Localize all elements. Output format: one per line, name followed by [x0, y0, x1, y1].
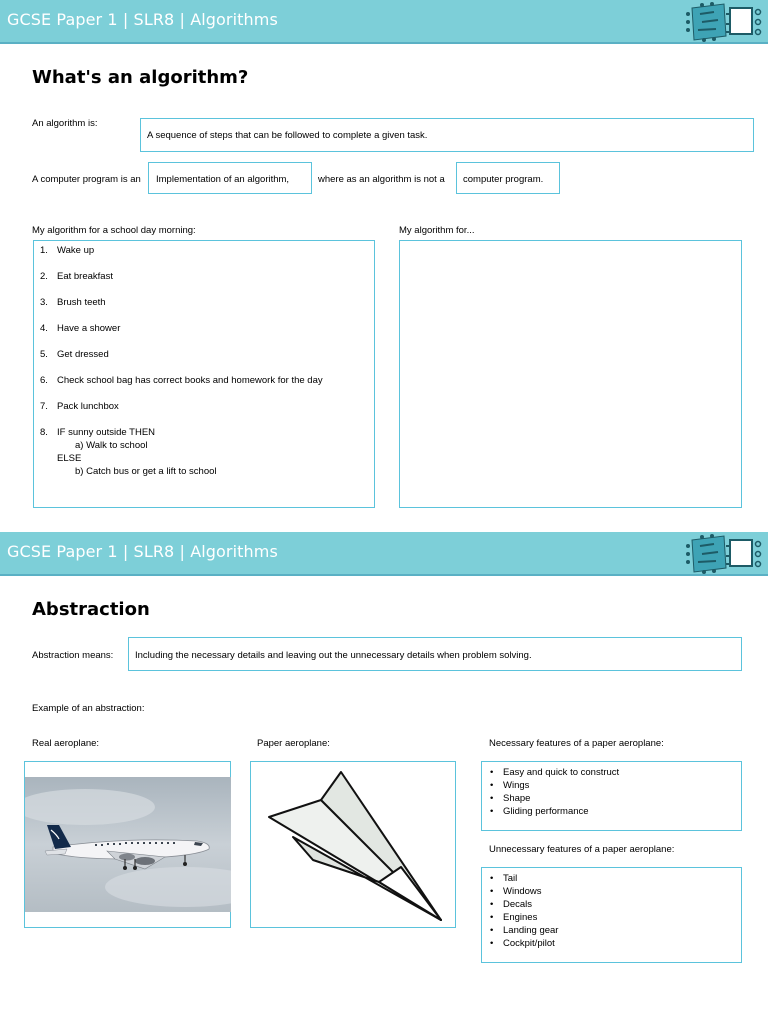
sub-step-b: b) Catch bus or get a lift to school: [75, 466, 217, 477]
list-item: 3. Brush teeth: [40, 297, 106, 308]
real-aeroplane-label: Real aeroplane:: [32, 738, 100, 749]
list-item: 2. Eat breakfast: [40, 271, 113, 282]
abstraction-means-label: Abstraction means:: [32, 650, 114, 661]
list-item: 6. Check school bag has correct books and homework for the day: [40, 375, 323, 386]
list-item: • Windows: [490, 885, 558, 898]
else-text: ELSE: [57, 453, 82, 464]
abstraction-means-answer-box[interactable]: [128, 637, 742, 671]
algorithm-is-answer-box[interactable]: [140, 118, 754, 152]
program-middle-text: where as an algorithm is not a: [318, 174, 445, 185]
list-item: 8. IF sunny outside THEN: [40, 427, 156, 438]
school-algorithm-label: My algorithm for a school day morning:: [32, 225, 196, 236]
banner-title: GCSE Paper 1 | SLR8 | Algorithms: [7, 542, 278, 561]
abstraction-means-answer: Including the necessary details and leaving out the unnecessary details when problem solving.: [135, 650, 532, 661]
list-item: • Shape: [490, 792, 619, 805]
unnecessary-features-label: Unnecessary features of a paper aeroplane:: [489, 844, 675, 855]
banner-title: GCSE Paper 1 | SLR8 | Algorithms: [7, 10, 278, 29]
list-item: • Wings: [490, 779, 619, 792]
school-algorithm-box[interactable]: [33, 240, 375, 508]
other-algorithm-box[interactable]: [399, 240, 742, 508]
necessary-features-list: [490, 766, 619, 818]
section-heading-algorithm: What's an algorithm?: [32, 67, 249, 88]
paper-aeroplane-drawing: [251, 762, 457, 929]
unnecessary-features-list: [490, 872, 558, 950]
circuit-chip-logo-icon: [684, 2, 764, 42]
list-item: • Engines: [490, 911, 558, 924]
program-answer2-box[interactable]: [456, 162, 560, 194]
list-item: • Cockpit/pilot: [490, 937, 558, 950]
program-answer1: Implementation of an algorithm,: [156, 174, 290, 185]
paper-aeroplane-box: [250, 761, 456, 928]
banner-top: [0, 0, 768, 44]
list-item: 4. Have a shower: [40, 323, 121, 334]
list-item: • Tail: [490, 872, 558, 885]
real-aeroplane-box: [24, 761, 231, 928]
paper-aeroplane-label: Paper aeroplane:: [257, 738, 330, 749]
section-heading-abstraction: Abstraction: [32, 599, 150, 620]
necessary-features-label: Necessary features of a paper aeroplane:: [489, 738, 664, 749]
program-answer2: computer program.: [463, 174, 544, 185]
unnecessary-features-box[interactable]: [481, 867, 742, 963]
list-item: • Easy and quick to construct: [490, 766, 619, 779]
circuit-chip-logo-icon: [684, 534, 764, 574]
algorithm-is-label: An algorithm is:: [32, 118, 98, 129]
algorithm-is-answer: A sequence of steps that can be followed to complete a given task.: [147, 130, 428, 141]
program-prefix-text: A computer program is an: [32, 174, 141, 185]
banner-bottom: [0, 532, 768, 576]
airliner-photo: [25, 777, 231, 912]
program-answer1-box[interactable]: [148, 162, 312, 194]
other-algorithm-label: My algorithm for...: [399, 225, 475, 236]
list-item: 1. Wake up: [40, 245, 95, 256]
list-item: • Gliding performance: [490, 805, 619, 818]
necessary-features-box[interactable]: [481, 761, 742, 831]
list-item: • Decals: [490, 898, 558, 911]
list-item: 5. Get dressed: [40, 349, 109, 360]
example-abstraction-label: Example of an abstraction:: [32, 703, 145, 714]
list-item: 7. Pack lunchbox: [40, 401, 119, 412]
sub-step-a: a) Walk to school: [75, 440, 148, 451]
list-item: • Landing gear: [490, 924, 558, 937]
